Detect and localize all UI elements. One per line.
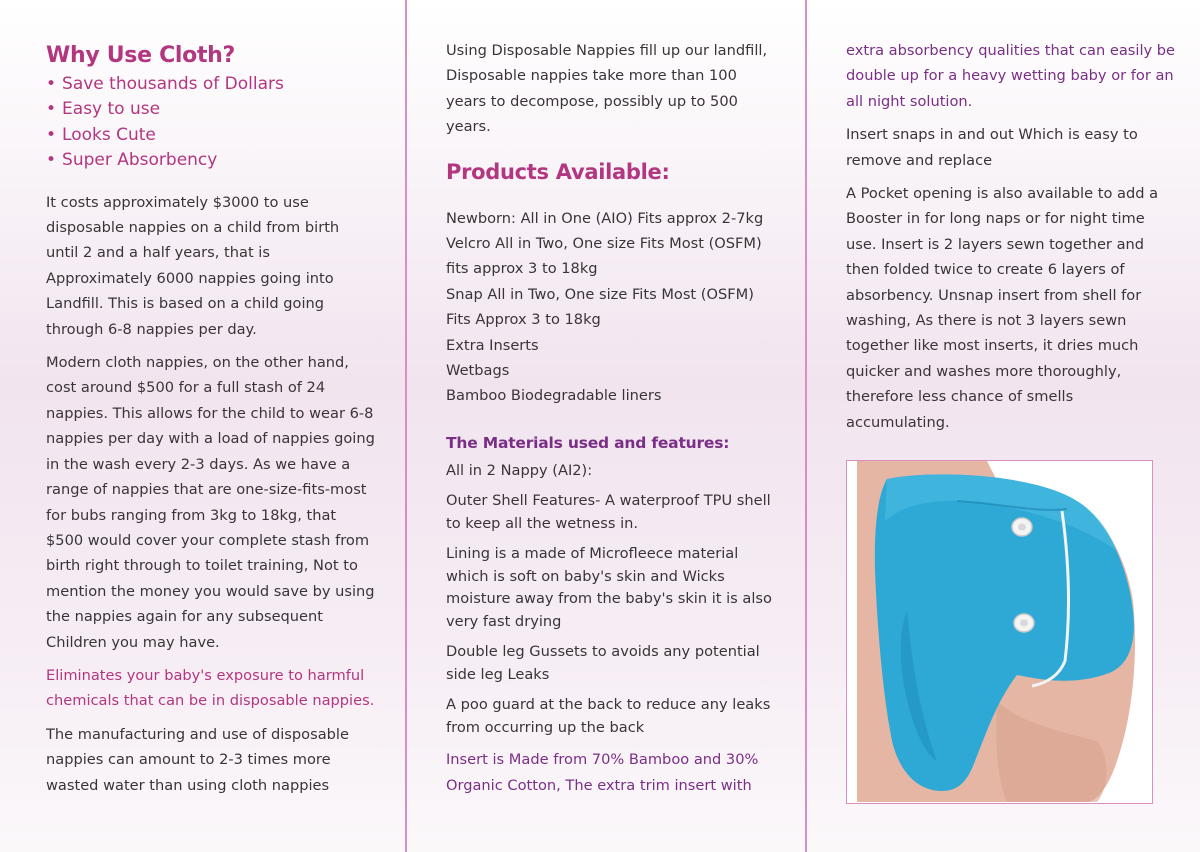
products-available-heading: Products Available:: [446, 159, 670, 184]
insert-snaps-paragraph: Insert snaps in and out Which is easy to remove and replace: [846, 126, 1138, 169]
column-why-cloth: [46, 38, 376, 806]
product-line: fits approx 3 to 18kg: [446, 260, 598, 278]
materials-heading: The Materials used and features:: [446, 433, 730, 452]
product-line: Bamboo Biodegradable liners: [446, 387, 662, 405]
product-line: Snap All in Two, One size Fits Most (OSFM): [446, 285, 754, 303]
landfill-paragraph: Using Disposable Nappies fill up our landfill, Disposable nappies take more than 100 years to decompose, possibly up to 500 years.: [446, 42, 768, 136]
product-line: Fits Approx 3 to 18kg: [446, 311, 601, 329]
outer-shell-paragraph: Outer Shell Features- A waterproof TPU shell to keep all the wetness in.: [446, 492, 771, 532]
insert-material-paragraph: Insert is Made from 70% Bamboo and 30% Organic Cotton, The extra trim insert with: [446, 751, 759, 794]
column-divider-left: [405, 0, 407, 852]
benefit-item: • Easy to use: [46, 97, 376, 122]
baby-in-nappy-illustration: [847, 461, 1151, 802]
benefit-item: • Save thousands of Dollars: [46, 72, 376, 97]
product-line: Newborn: All in One (AIO) Fits approx 2-7kg: [446, 209, 764, 227]
product-line: Wetbags: [446, 362, 510, 380]
column-insert-details: [846, 38, 1176, 443]
nappy-photo: [846, 460, 1153, 804]
poo-guard-paragraph: A poo guard at the back to reduce any leaks from occurring up the back: [446, 696, 771, 736]
water-usage-paragraph: The manufacturing and use of disposable nappies can amount to 2-3 times more wasted water than using cloth nappies: [46, 725, 349, 794]
benefits-list: [46, 72, 376, 174]
why-use-cloth-heading: Why Use Cloth?: [46, 43, 236, 68]
absorbency-paragraph: extra absorbency qualities that can easily be double up for a heavy wetting baby or for an all night solution.: [846, 42, 1176, 110]
pocket-opening-paragraph: A Pocket opening is also available to add a Booster in for long naps or for night time use. Insert is 2 layers sewn together and then folded twice to create 6 layers of absorbency. Unsnap insert from shell for washing, As there is not 3 layers sewn together like most inserts, it dries much quicker and washes more thoroughly, therefore less chance of smells accumulating.: [846, 185, 1159, 431]
benefit-item: • Looks Cute: [46, 123, 376, 148]
product-line: Extra Inserts: [446, 336, 539, 354]
materials-section: [446, 460, 781, 798]
materials-ai2-label: All in 2 Nappy (AI2):: [446, 461, 593, 479]
lining-paragraph: Lining is a made of Microfleece material which is soft on baby's skin and Wicks moisture away from the baby's skin it is also very fast drying: [446, 545, 772, 630]
product-line: Velcro All in Two, One size Fits Most (OSFM): [446, 235, 762, 253]
products-list: [446, 206, 781, 409]
cost-disposable-paragraph: It costs approximately $3000 to use disposable nappies on a child from birth until 2 and a half years, that is Approximately 6000 nappies going into Landfill. This is based on a child going through 6-8 nappies per day.: [46, 193, 340, 338]
cost-cloth-paragraph: Modern cloth nappies, on the other hand, cost around $500 for a full stash of 24 nappies. This allows for the child to wear 6-8 nappies per day with a load of nappies going in the wash every 2-3 days. As we have a range of nappies that are one-size-fits-most for bubs ranging from 3kg to 18kg, that $500 would cover your complete stash from birth right through to toilet training, Not to mention the money you would save by using the nappies again for any subsequent Children you may have.: [46, 354, 375, 651]
column-products: [446, 38, 781, 806]
leg-gussets-paragraph: Double leg Gussets to avoids any potential side leg Leaks: [446, 643, 760, 683]
benefit-item: • Super Absorbency: [46, 148, 376, 173]
column-divider-right: [805, 0, 807, 852]
chemicals-paragraph: Eliminates your baby's exposure to harmful chemicals that can be in disposable nappies.: [46, 666, 375, 710]
